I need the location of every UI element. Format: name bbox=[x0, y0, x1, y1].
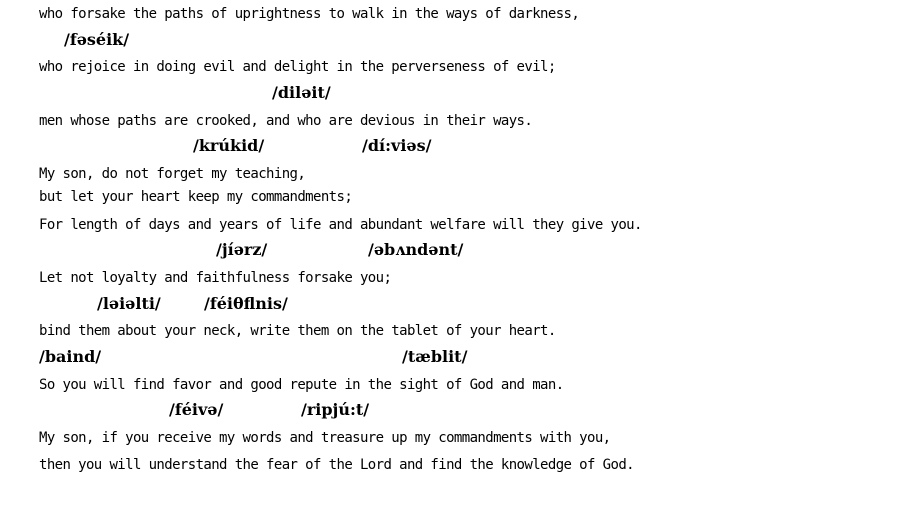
pronunciation-favor: /féivə/ bbox=[169, 400, 224, 419]
pronunciation-tablet: /tæblit/ bbox=[402, 347, 468, 366]
text-line-1: who forsake the paths of uprightness to walk in the ways of darkness, bbox=[39, 6, 580, 22]
text-line-5: but let your heart keep my commandments; bbox=[39, 189, 353, 205]
text-line-11: then you will understand the fear of the Lord and find the knowledge of God. bbox=[39, 457, 634, 473]
pronunciation-bind: /baind/ bbox=[39, 347, 102, 366]
pronunciation-years: /jíərz/ bbox=[216, 240, 268, 259]
pronunciation-delight: /diləit/ bbox=[272, 83, 331, 102]
text-line-10: My son, if you receive my words and treasure up my commandments with you, bbox=[39, 430, 611, 446]
text-line-7: Let not loyalty and faithfulness forsake you; bbox=[39, 270, 392, 286]
pronunciation-devious: /dí:viəs/ bbox=[362, 136, 432, 155]
pronunciation-abundant: /əbʌndənt/ bbox=[368, 240, 464, 259]
pronunciation-repute: /ripjú:t/ bbox=[301, 400, 370, 419]
text-line-9: So you will find favor and good repute in the sight of God and man. bbox=[39, 377, 564, 393]
pronunciation-loyalty: /ləiəlti/ bbox=[97, 294, 161, 313]
pronunciation-crooked: /krúkid/ bbox=[193, 136, 265, 155]
text-line-8: bind them about your neck, write them on the tablet of your heart. bbox=[39, 323, 556, 339]
text-line-3: men whose paths are crooked, and who are devious in their ways. bbox=[39, 113, 533, 129]
text-line-4: My son, do not forget my teaching, bbox=[39, 166, 306, 182]
text-line-2: who rejoice in doing evil and delight in the perverseness of evil; bbox=[39, 59, 556, 75]
pronunciation-faithfulness: /féiθflnis/ bbox=[204, 294, 288, 313]
text-line-6: For length of days and years of life and abundant welfare will they give you. bbox=[39, 217, 642, 233]
pronunciation-forsake: /fəséik/ bbox=[64, 30, 130, 49]
